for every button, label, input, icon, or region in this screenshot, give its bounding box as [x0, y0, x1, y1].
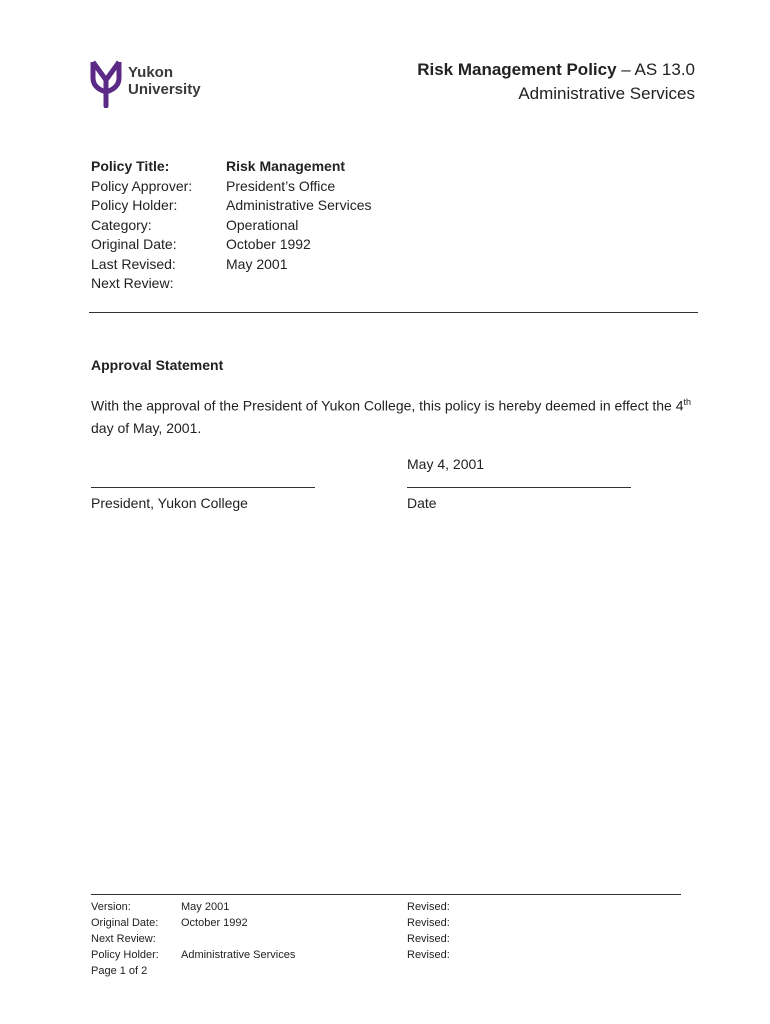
- statement-text: With the approval of the President of Yukon College, this policy is hereby deemed in effect the 4: [91, 397, 684, 414]
- meta-key: Policy Holder:: [91, 197, 178, 213]
- meta-row: [91, 235, 372, 255]
- title-line: [417, 58, 695, 82]
- header-divider: [89, 312, 698, 313]
- yukon-university-logo-icon: [90, 58, 122, 108]
- footer-metadata: [91, 899, 295, 979]
- footer-row: [91, 931, 295, 947]
- footer-divider: [91, 894, 681, 895]
- signature-label-date: Date: [407, 495, 437, 511]
- ordinal-suffix: th: [683, 397, 692, 407]
- meta-row: [91, 255, 372, 275]
- footer-value: Administrative Services: [181, 949, 296, 961]
- meta-key: Policy Approver:: [91, 177, 193, 194]
- meta-row: [91, 274, 372, 294]
- meta-value: October 1992: [226, 236, 311, 252]
- meta-key: Next Review:: [91, 275, 174, 291]
- approval-heading: Approval Statement: [91, 357, 224, 373]
- signature-line-president: [91, 487, 315, 488]
- meta-key: Last Revised:: [91, 255, 176, 272]
- footer-revisions: [407, 899, 450, 963]
- meta-row: [91, 157, 372, 177]
- footer-key: Original Date:: [91, 917, 159, 929]
- signature-date-value: May 4, 2001: [407, 456, 485, 472]
- meta-key: Original Date:: [91, 236, 177, 252]
- policy-title-bold: Risk Management Policy: [417, 60, 617, 79]
- meta-key: Category:: [91, 216, 152, 233]
- revised-label: Revised:: [407, 917, 450, 929]
- signature-label-president: President, Yukon College: [91, 495, 248, 511]
- approval-statement: [91, 391, 701, 439]
- meta-key: Policy Title:: [91, 158, 170, 174]
- statement-text-end: day of May, 2001.: [91, 419, 202, 436]
- footer-row: [91, 947, 295, 963]
- logo-line-1: Yukon: [128, 64, 174, 81]
- revised-label: Revised:: [407, 933, 450, 945]
- footer-key: Version:: [91, 901, 131, 913]
- footer-value: May 2001: [181, 901, 230, 913]
- document-title: [417, 58, 695, 106]
- meta-row: [91, 177, 372, 197]
- footer-key: Policy Holder:: [91, 949, 159, 961]
- footer-key: Next Review:: [91, 933, 156, 945]
- meta-row: [91, 196, 372, 216]
- meta-value: May 2001: [226, 255, 288, 272]
- meta-value: Administrative Services: [226, 197, 372, 213]
- policy-metadata: [91, 157, 372, 294]
- page-number: Page 1 of 2: [91, 965, 148, 977]
- footer-value: October 1992: [181, 917, 248, 929]
- department-subtitle: Administrative Services: [518, 84, 695, 103]
- logo-text: [128, 64, 201, 98]
- logo-line-2: University: [128, 81, 201, 98]
- meta-row: [91, 216, 372, 236]
- signature-line-date: [407, 487, 631, 488]
- yukon-university-logo: [90, 58, 220, 110]
- meta-value: Operational: [226, 216, 299, 233]
- meta-value: President’s Office: [226, 177, 336, 194]
- footer-row: [91, 899, 295, 915]
- policy-code: – AS 13.0: [616, 60, 695, 79]
- footer-row: [91, 915, 295, 931]
- meta-value: Risk Management: [226, 158, 346, 174]
- revised-label: Revised:: [407, 901, 450, 913]
- revised-label: Revised:: [407, 949, 450, 961]
